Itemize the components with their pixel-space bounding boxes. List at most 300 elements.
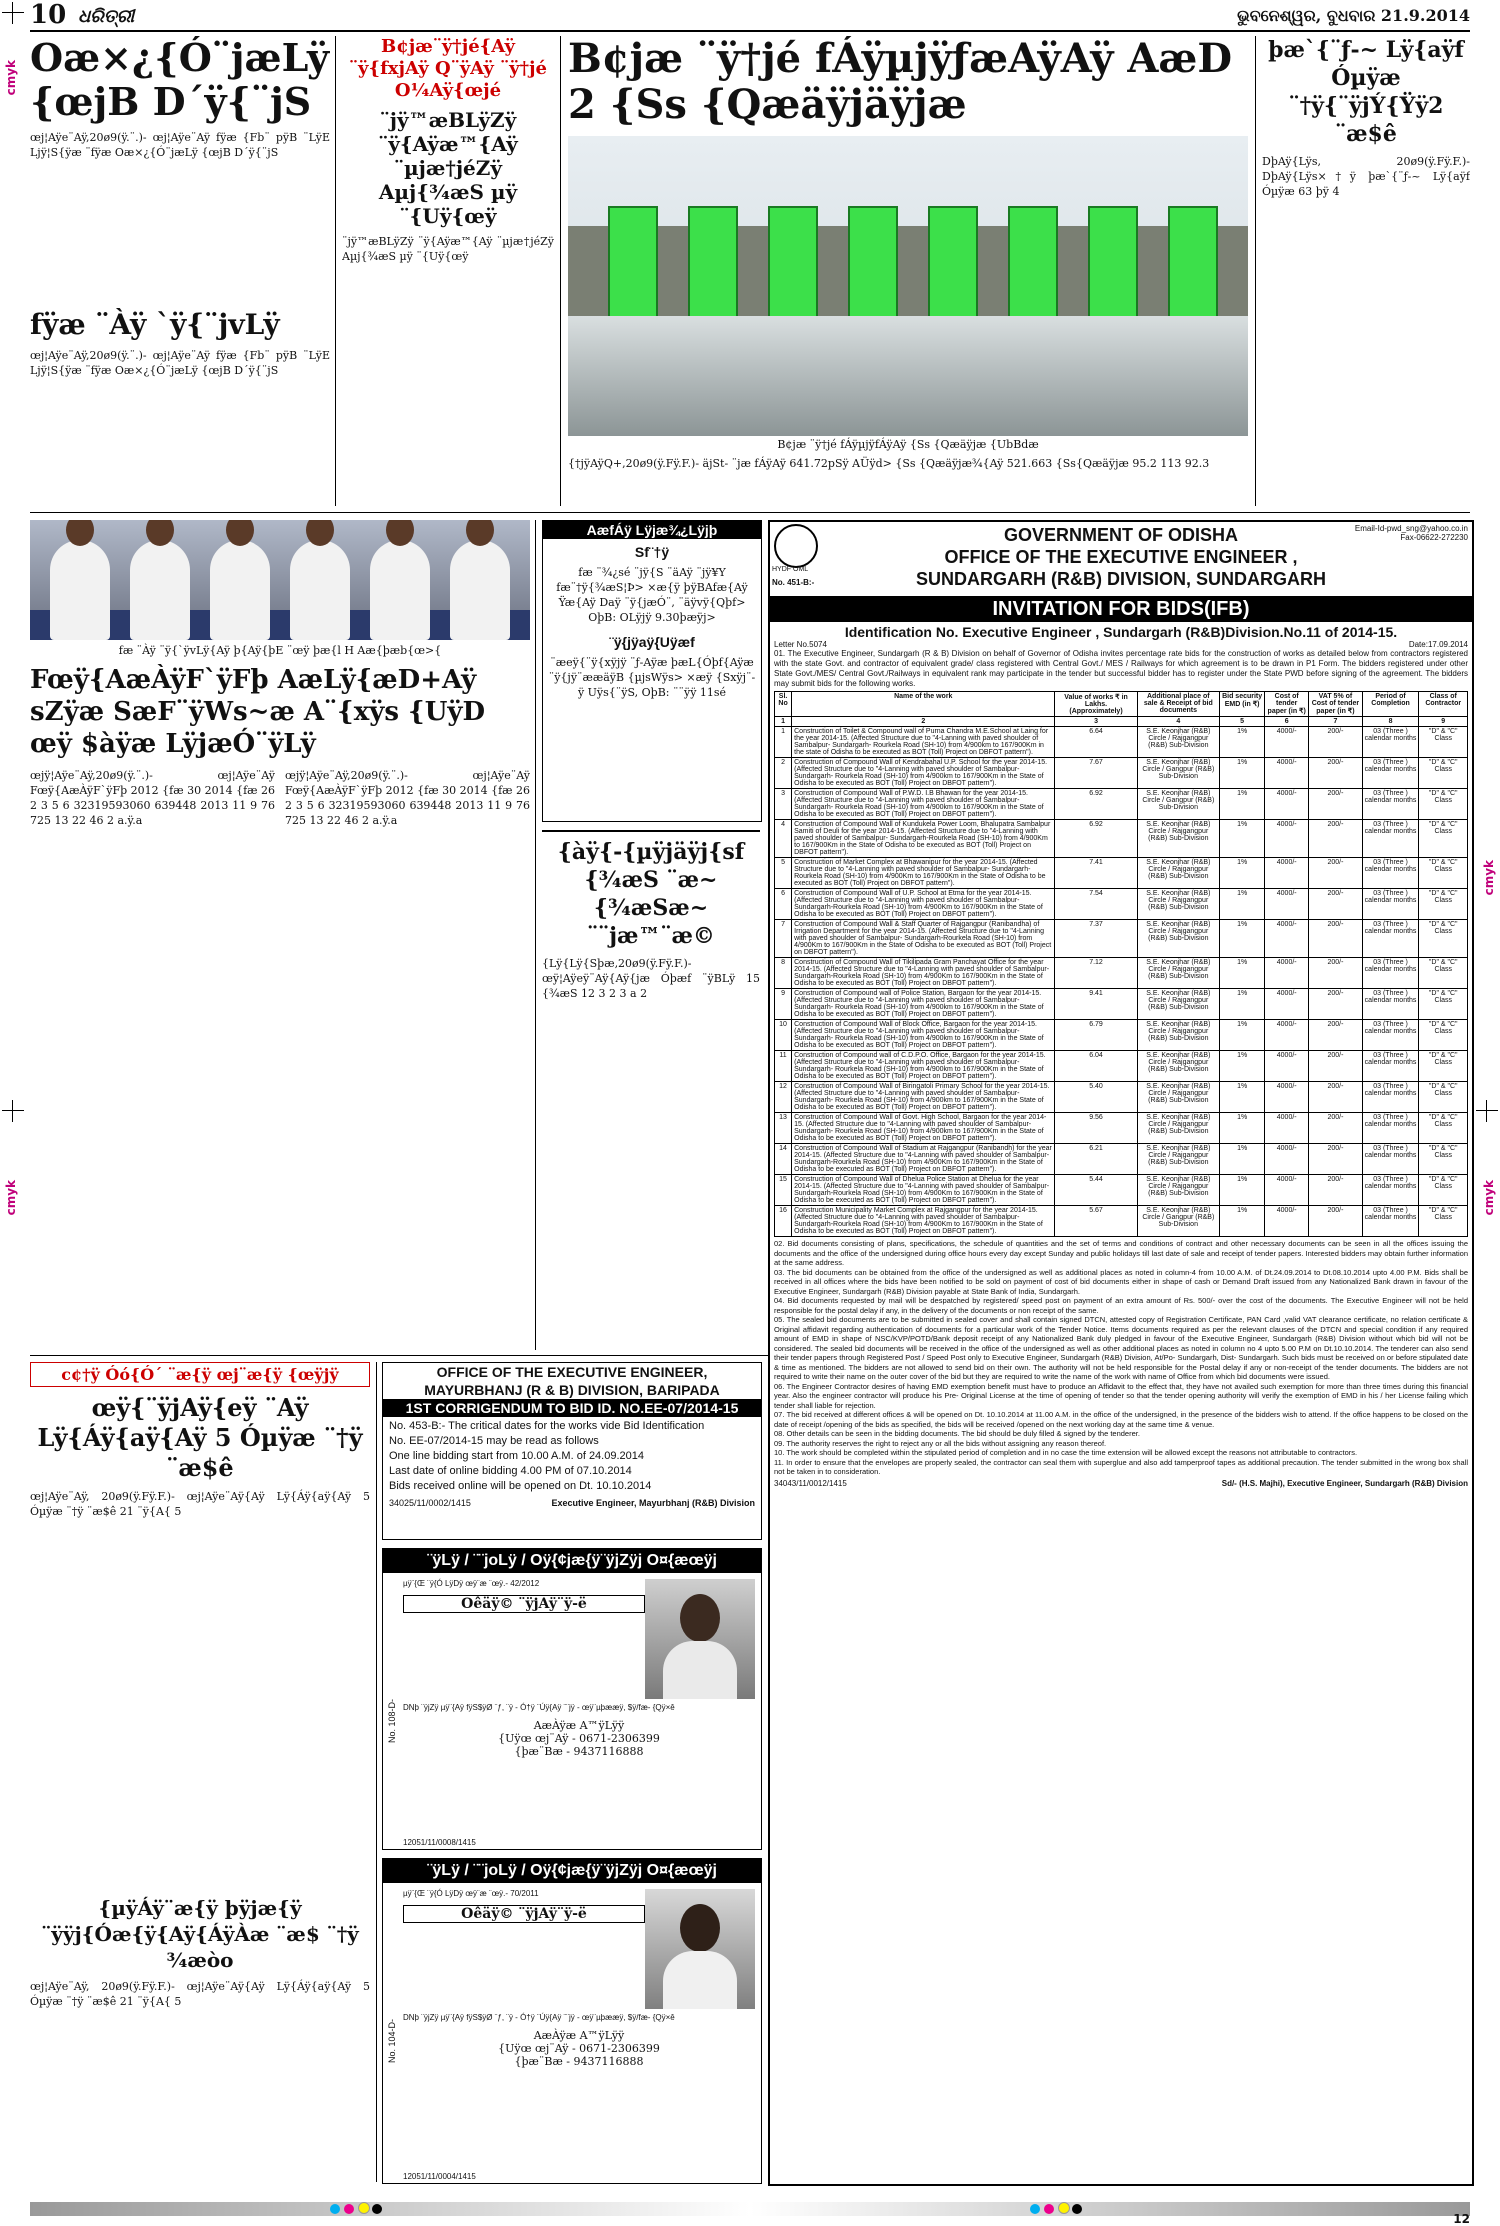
crop-mark xyxy=(2,1100,24,1122)
column-rule xyxy=(1255,36,1256,506)
tender-column-header: Value of works ₹ in Lakhs. (Approximately) xyxy=(1055,692,1137,717)
tender-cell-work: Construction of Compound Wall of Kendrabahal U.P. School for the year 2014-15. (Affected Structure due to "4-Lanning with paved shoulder of Sambalpur- Sundargarh- Rourkela Road (SH-10) from 4/900km to 167/900Km in the State of Odisha to be executed as BOT (Toll) Project on DBFOT pattern"). xyxy=(792,758,1055,789)
tender-cell-cost: 4000/- xyxy=(1265,1051,1309,1082)
tender-cell-emd: 1% xyxy=(1220,989,1265,1020)
registration-dot xyxy=(1030,2204,1040,2214)
tender-cell-emd: 1% xyxy=(1220,1082,1265,1113)
tender-cell-work: Construction of Compound Wall of Stadium at Rajgangpur (Ranibandh) for the year 2014-15. (Affected Structure due to "4-Lanning with paved shoulder of Sambalpur- Sundargarh-Rourkela Road (SH-10) from 4/900Km to 167/900Km in the State of Odisha to be executed as BOT (Toll) Project on DBFOT pattern"). xyxy=(792,1144,1055,1175)
tender-cell-work: Construction of Market Complex at Bhawanipur for the year 2014-15. (Affected Structure due to "4-Lanning with paved shoulder of Sambalpur- Sundargarh-Rourkela Road (SH-10) from 4/900Km to 167/900Km in the State of Odisha to be executed as BOT (Toll) Project on DBFOT pattern"). xyxy=(792,858,1055,889)
tender-condition: 02. Bid documents consisting of plans, specifications, the schedule of quantities and the set of terms and conditions of contract and other necessary documents can be seen in all the offices issuing the documents and the office of the undersigned during office hours every day except Sunday and public holidays till last date of sale and receipt of tender papers. Interested bidders may obtain further information at the same address. xyxy=(774,1239,1468,1267)
tender-column-number: 5 xyxy=(1220,717,1265,727)
tender-column-number: 2 xyxy=(792,717,1055,727)
tender-condition: 10. The work should be completed within the stipulated period of completion and in no case the time extension will be allowed except the reasons not attributable to contractors. xyxy=(774,1448,1358,1457)
lead-body: œj¦Aÿe¨Aÿ,20ø9(ÿ.¨.)- œj¦Aÿe¨Aÿ fÿæ {Fb¨ pÿB ¨LÿE Ljÿ¦S{ÿæ ¨fÿæ Oæ×¿{Ó¨jæLÿ {œjB D´ÿ{¨jS xyxy=(30,131,330,159)
corrigendum-sign: Executive Engineer, Mayurbhanj (R&B) Division xyxy=(551,1498,755,1508)
tender-cell-cost: 4000/- xyxy=(1265,1020,1309,1051)
tender-cell-cost: 4000/- xyxy=(1265,1113,1309,1144)
tender-cell-sl: 8 xyxy=(775,958,792,989)
tender-cell-place: S.E. Keonjhar (R&B) Circle / Rajgangpur (R&B) Sub-Division xyxy=(1137,820,1219,858)
tender-cell-class: "D" & "C" Class xyxy=(1419,727,1468,758)
tender-cell-vat: 200/- xyxy=(1309,1175,1362,1206)
tender-cell-sl: 4 xyxy=(775,820,792,858)
tender-cell-work: Construction of Compound Wall & Staff Quarter of Rajgangpur (Ranibandha) of Irrigation Department for the year 2014-15. (Affected Structure due to "4-Lanning with paved shoulder of Sambalpur- Sundargarh-Rourkela Road (SH-10) from 4/900Km to 167/900Km in the State of Odisha to be executed as BOT (Toll) Project on DBFOT pattern"). xyxy=(792,920,1055,958)
missing-side: No. 108-D- xyxy=(387,1699,397,1744)
tender-cell-sl: 1 xyxy=(775,727,792,758)
tender-cell-value: 7.67 xyxy=(1055,758,1137,789)
tender-condition: 11. In order to ensure that the envelopes are properly sealed, the contractor can seal them with superglue and also add tamperproof tapes as additional precaution. The tender submitted in the wrong box shall not be taken in to consideration. xyxy=(774,1457,1468,1476)
tender-table xyxy=(774,691,1468,1237)
missing-ref: 12051/11/0004/1415 xyxy=(403,2172,476,2181)
tender-cell-value: 6.79 xyxy=(1055,1020,1137,1051)
corrigendum-ref: 34025/11/0002/1415 xyxy=(389,1498,471,1508)
missing-phone: {þæ¨Bæ - 9437116888 xyxy=(514,2055,644,2068)
tender-cell-sl: 11 xyxy=(775,1051,792,1082)
health-headline: œÿ{¨ÿjAÿ{eÿ ¨Aÿ Lÿ{Áÿ{aÿ{Aÿ 5 Óµÿæ ¨†ÿ ¨æ$ê xyxy=(37,1393,363,1482)
tender-cell-class: "D" & "C" Class xyxy=(1419,958,1468,989)
tender-cell-value: 7.41 xyxy=(1055,858,1137,889)
tender-column-header: Class of Contractor xyxy=(1419,692,1468,717)
tender-cell-place: S.E. Keonjhar (R&B) Circle / Rajgangpur (R&B) Sub-Division xyxy=(1137,920,1219,958)
column-rule xyxy=(560,36,561,506)
health-story xyxy=(30,1362,370,2182)
tender-cell-value: 7.54 xyxy=(1055,889,1137,920)
tender-column-number: 4 xyxy=(1137,717,1219,727)
tender-cell-sl: 5 xyxy=(775,858,792,889)
tender-cell-vat: 200/- xyxy=(1309,920,1362,958)
tender-cell-cost: 4000/- xyxy=(1265,1144,1309,1175)
tender-cell-sl: 2 xyxy=(775,758,792,789)
tender-condition: 05. The sealed bid documents are to be submitted in sealed cover and shall contain signed DTCN, attested copy of Registration Certificate, PAN Card ,valid VAT clearance certificate, no relation certificate & Original affidavit regarding authentication of documents for a particular work of the Tender Notice. Items documents required as per the relevant clauses of the DTCN and special condition if any required amount of EMD in shape of NSC/KVP/POTD/Bank deposit receipt of any Nationalized Bank duly pledged in favour of the Executive Engineer, Sundargarh (R&B) Division without which bid will not be considered. The sealed bid documents will be received in the office of the undersigned as well as other additional places as noted in column no 4 upto 5.00 P.M on Dt.10.10.2014. The tenderer can also send their tender papers through Registered Post / Speed Post only to Executive Engineer, Sundargarh (R&B) Division, At/Po- Sundargarh, Dist- Sundargarh. Such bids must be received on or before stipulated date & time as mentioned. The bidders are not allowed to send bid on their own. The authority will not be held responsible for the Postal delay if any or non-receipt of the tender documents. The bidders are not required to write their name on the outer cover of the bid but they are required to write the name of the work with name of Office from which bid documents were issued. xyxy=(774,1315,1468,1381)
table-row xyxy=(775,1051,1468,1082)
meeting-caption: fæ ¨Àÿ ¨ÿ{`ÿvLÿ{Aÿ þ{Aÿ{þE ¨œÿ þæ{l H Aæ{þæb{œ>{ xyxy=(118,644,442,657)
red-body: ¨jÿ™æBLÿZÿ ¨ÿ{Aÿæ™{Aÿ ¨µjæ†jéZÿ Aµj{¾æS µÿ ¨{Uÿ{œÿ xyxy=(342,235,554,263)
tender-cell-emd: 1% xyxy=(1220,1051,1265,1082)
lead-story xyxy=(30,36,330,506)
tender-cell-emd: 1% xyxy=(1220,1113,1265,1144)
crop-mark xyxy=(2,2,24,24)
tender-cell-cost: 4000/- xyxy=(1265,1175,1309,1206)
tender-cell-cost: 4000/- xyxy=(1265,820,1309,858)
tender-notice xyxy=(768,520,1474,2186)
tender-cell-class: "D" & "C" Class xyxy=(1419,858,1468,889)
tender-cell-vat: 200/- xyxy=(1309,820,1362,858)
table-row xyxy=(775,1082,1468,1113)
tender-cell-sl: 10 xyxy=(775,1020,792,1051)
education-headline: Fœÿ{AæÀÿF`ÿFþ AæLÿ{æD+Aÿ sZÿæ SæF¨ÿWs~æ A¨{xÿs {UÿD œÿ $àÿæ LÿjæÓ¨ÿLÿ xyxy=(30,665,486,759)
tender-cell-period: 03 (Three ) calendar months xyxy=(1362,1206,1419,1237)
tender-cell-class: "D" & "C" Class xyxy=(1419,989,1468,1020)
tender-cell-place: S.E. Keonjhar (R&B) Circle / Rajgangpur (R&B) Sub-Division xyxy=(1137,1175,1219,1206)
tender-cell-class: "D" & "C" Class xyxy=(1419,1113,1468,1144)
tender-cell-class: "D" & "C" Class xyxy=(1419,1051,1468,1082)
tender-cell-class: "D" & "C" Class xyxy=(1419,1144,1468,1175)
missing-notice-1 xyxy=(382,1548,762,1850)
corrigendum-line: No. EE-07/2014-15 may be read as follows xyxy=(389,1435,599,1447)
table-row xyxy=(775,1113,1468,1144)
tender-cell-emd: 1% xyxy=(1220,1144,1265,1175)
corrigendum-title-1: OFFICE OF THE EXECUTIVE ENGINEER, xyxy=(436,1364,708,1380)
tender-cell-sl: 7 xyxy=(775,920,792,958)
tender-cell-class: "D" & "C" Class xyxy=(1419,1082,1468,1113)
color-mark: cmyk xyxy=(1482,860,1496,896)
tender-cell-place: S.E. Keonjhar (R&B) Circle / Rajgangpur (R&B) Sub-Division xyxy=(1137,1144,1219,1175)
table-row xyxy=(775,889,1468,920)
tender-cell-cost: 4000/- xyxy=(1265,727,1309,758)
tender-cell-work: Construction of Compound Wall of Govt. High School, Bargaon for the year 2014-15. (Affected Structure due to "4-Lanning with paved shoulder of Sambalpur- Sundargarh- Rourkela Road (SH-10) from 4/900km to 167/900Km in the State of Odisha to be executed as BOT (Toll) Project on DBFOT pattern"). xyxy=(792,1113,1055,1144)
event-box xyxy=(542,520,762,822)
dam-caption: B¢jæ ¨ÿ†jé fÁÿµjÿfÁÿAÿ {Ss {Qæäÿjæ {UbBdæ xyxy=(777,438,1039,451)
missing-case: µÿ¨{Œ ¨ÿ{Ó LÿDÿ œÿ¨æ ¨œÿ.- 42/2012 xyxy=(403,1579,540,1588)
tender-cell-work: Construction Municipality Market Complex at Rajgangpur for the year 2014-15. (Affected Structure due to "4-Lanning with paved shoulder of Sambalpur- Sundargarh-Rourkela Road (SH-10) from 4/900Km to 167/900Km in the State of Odisha to be executed as BOT (Toll) Project on DBFOT pattern"). xyxy=(792,1206,1055,1237)
govt-headline: {àÿ{-{µÿjäÿj{sf {¾æS ¨æ~ {¾æSæ~ ¨¨jæ™¨æ© xyxy=(557,839,745,949)
tender-no: No. 451-B:- xyxy=(772,578,815,587)
tender-column-header: Name of the work xyxy=(792,692,1055,717)
tender-cell-sl: 12 xyxy=(775,1082,792,1113)
tender-cell-place: S.E. Keonjhar (R&B) Circle / Rajgangpur (R&B) Sub-Division xyxy=(1137,727,1219,758)
tender-cell-emd: 1% xyxy=(1220,727,1265,758)
tender-cell-vat: 200/- xyxy=(1309,858,1362,889)
tender-cell-period: 03 (Three ) calendar months xyxy=(1362,920,1419,958)
table-row xyxy=(775,789,1468,820)
tender-cell-vat: 200/- xyxy=(1309,1144,1362,1175)
registration-dot xyxy=(1044,2204,1054,2214)
table-row xyxy=(775,1144,1468,1175)
tender-cell-place: S.E. Keonjhar (R&B) Circle / Gangpur (R&B) Sub-Division xyxy=(1137,758,1219,789)
tender-cell-cost: 4000/- xyxy=(1265,958,1309,989)
tender-office: OFFICE OF THE EXECUTIVE ENGINEER , xyxy=(944,547,1298,567)
tender-cell-work: Construction of Compound Wall of P.W.D. I.B Bhawan for the year 2014-15. (Affected Structure due to "4-Lanning with paved shoulder of Sambalpur- Sundargarh- Rourkela Road (SH-10) from 4/900km to 167/900Km in the State of Odisha to be executed as BOT (Toll) Project on DBFOT pattern"). xyxy=(792,789,1055,820)
tender-cell-vat: 200/- xyxy=(1309,789,1362,820)
tender-column-header: Period of Completion xyxy=(1362,692,1419,717)
corrigendum-banner: 1ST CORRIGENDUM TO BID ID. NO.EE-07/2014-15 xyxy=(383,1399,761,1417)
corrigendum-line: No. 453-B:- The critical dates for the works vide Bid Identification xyxy=(389,1420,705,1432)
tender-column-number: 3 xyxy=(1055,717,1137,727)
tender-cell-sl: 13 xyxy=(775,1113,792,1144)
odisha-emblem xyxy=(774,524,818,568)
tender-cell-sl: 9 xyxy=(775,989,792,1020)
tender-cell-class: "D" & "C" Class xyxy=(1419,920,1468,958)
tender-cell-period: 03 (Three ) calendar months xyxy=(1362,958,1419,989)
tender-ref: 34043/11/0012/1415 xyxy=(774,1478,847,1488)
tender-condition: 06. The Engineer Contractor desires of having EMD exemption benefit must have to produce an Affidavit to the effect that, they have not availed such exemption for more than three times during this financial year. Also the engineer contractor will produce his Pre- Original License at the time of opening of tender so that the tender opening authority will verify the exemption of EMD in his / her License failing which tender shall liable for rejection. xyxy=(774,1381,1468,1410)
education-body-2: œjÿ¦Aÿe¨Aÿ,20ø9(ÿ.¨.)- œj¦Aÿe¨Aÿ Fœÿ{AæÀÿF`ÿFþ 2012 {fæ 30 2014 {fæ 26 2 3 5 6 32319593060 639448 2013 11 9 76 725 13 22 46 2 a.ÿ.a xyxy=(285,769,530,827)
missing-title: ¨ÿLÿ / ¨¨joLÿ / Oÿ{¢jæ{ÿ¨ÿjZÿj O¤{æœÿj xyxy=(383,1549,761,1573)
tender-cell-work: Construction of Toilet & Compound wall of Purna Chandra M.E.School at Laing for the year 2014-15. (Affected Structure due to "4-Lanning with paved shoulder of Sambalpur- Sundargarh- Rourkela Road (SH-10) from 4/900km to 167/900Km in the state of Odisha to be executed as BOT (Toll) Project on DBFOT pattern"). xyxy=(792,727,1055,758)
right-story xyxy=(1262,36,1470,506)
health-body-2: œj¦Aÿe¨Aÿ, 20ø9(ÿ.Fÿ.F.)- œj¦Aÿe¨Aÿ{Aÿ Lÿ{Áÿ{aÿ{Aÿ 5 Óµÿæ ¨†ÿ ¨æ$ê 21 ¨ÿ{A{ 5 xyxy=(30,1980,370,2008)
registration-dot xyxy=(358,2202,370,2214)
tender-column-number: 8 xyxy=(1362,717,1419,727)
tender-cell-work: Construction of Compound wall of Police Station, Bargaon for the year 2014-15. (Affected Structure due to "4-Lanning with paved shoulder of Sambalpur- Sundargarh- Rourkela Road (SH-10) from 4/900km to 167/900Km in the State of Odisha to be executed as BOT (Toll) Project on DBFOT pattern"). xyxy=(792,989,1055,1020)
tender-intro: 01. The Executive Engineer, Sundargarh (R & B) Division on behalf of Governor of Odisha invites percentage rate bids for the construction of works as detailed below from contractors registered with the state Govt. and contractor of equivalent grade/ class registered with Central Govt./ MES / Railways for which agreement is to be drawn in P1 Form. The bidders registered under other State Govt./MES/ Central Govt./Railways in equivalent rank may participate in the tender but successful bidder has to register under the State PWD before signing of the agreement. The bidders may submit bids for the following works. xyxy=(774,649,1468,688)
tender-cell-work: Construction of Compound Wall of Dhelua Police Station at Dhelua for the year 2014-15. (Affected Structure due to "4-Lanning with paved shoulder of Sambalpur- Sundargarh-Rourkela Road (SH-10) from 4/900Km to 167/900Km in the State of Odisha to be executed as BOT (Toll) Project on DBFOT pattern"). xyxy=(792,1175,1055,1206)
tender-cell-place: S.E. Keonjhar (R&B) Circle / Rajgangpur (R&B) Sub-Division xyxy=(1137,958,1219,989)
tender-cell-period: 03 (Three ) calendar months xyxy=(1362,1082,1419,1113)
tender-cell-period: 03 (Three ) calendar months xyxy=(1362,1051,1419,1082)
tender-column-number: 7 xyxy=(1309,717,1362,727)
tender-cell-period: 03 (Three ) calendar months xyxy=(1362,989,1419,1020)
tender-cell-vat: 200/- xyxy=(1309,1113,1362,1144)
missing-notice-2 xyxy=(382,1858,762,2184)
tender-column-number: 1 xyxy=(775,717,792,727)
tender-cell-emd: 1% xyxy=(1220,858,1265,889)
tender-cell-cost: 4000/- xyxy=(1265,920,1309,958)
tender-condition: 07. The bid received at different offices & will be opened on Dt. 10.10.2014 at 11.00 A.M. in the office of the undersigned, in the presence of the bidders wish to attend. If the office happens to be closed on the date of receipt /opening of the bids as specified, the bids will be received /opened on the next working day at the same time & venue. xyxy=(774,1410,1468,1429)
tender-cell-cost: 4000/- xyxy=(1265,858,1309,889)
tender-letter-no: Letter No.5074 xyxy=(774,640,827,649)
newspaper-page xyxy=(30,0,1470,2226)
tender-cell-period: 03 (Three ) calendar months xyxy=(1362,758,1419,789)
tender-cell-sl: 3 xyxy=(775,789,792,820)
missing-person-photo xyxy=(645,1579,755,1699)
tender-cell-place: S.E. Keonjhar (R&B) Circle / Rajgangpur (R&B) Sub-Division xyxy=(1137,1020,1219,1051)
tender-cell-vat: 200/- xyxy=(1309,727,1362,758)
tender-cell-work: Construction of Compound Wall of Kundukela Power Loom, Bhalupatra Sambalpur Samiti of Deuli for the year 2014-15. (Affected Structure due to "4-Lanning with paved shoulder of Sambalpur- Sundargarh-Rourkela Road (SH-10) from 4/900Km to 167/900Km in the State of Odisha to be executed as BOT (Toll) Project on DBFOT pattern"). xyxy=(792,820,1055,858)
red-headline: B¢jæ¨ÿ†jé{Aÿ ¨ÿ{fxjAÿ Q¨ÿAÿ ¨ÿ†jé O¼Aÿ{œjé xyxy=(349,36,547,101)
health-body: œj¦Aÿe¨Aÿ, 20ø9(ÿ.Fÿ.F.)- œj¦Aÿe¨Aÿ{Aÿ Lÿ{Áÿ{aÿ{Aÿ 5 Óµÿæ ¨†ÿ ¨æ$ê 21 ¨ÿ{A{ 5 xyxy=(30,1490,370,1518)
tender-cell-work: Construction of Compound wall of C.D.P.O. Office, Bargaon for the year 2014-15. (Affected Structure due to "4-Lanning with paved shoulder of Sambalpur- Sundargarh- Rourkela Road (SH-10) from 4/900km to 167/900Km in the State of Odisha to be executed as BOT (Toll) Project on DBFOT pattern"). xyxy=(792,1051,1055,1082)
tender-cell-class: "D" & "C" Class xyxy=(1419,1206,1468,1237)
tender-cell-sl: 16 xyxy=(775,1206,792,1237)
tender-logo-text: HYDF OML xyxy=(772,566,809,573)
tender-cell-value: 7.37 xyxy=(1055,920,1137,958)
tender-cell-emd: 1% xyxy=(1220,1206,1265,1237)
table-row xyxy=(775,958,1468,989)
event-title: AæfÁÿ Lÿjæ¾¿Lÿjþ xyxy=(543,521,761,539)
missing-ref: 12051/11/0008/1415 xyxy=(403,1838,476,1847)
tender-cell-cost: 4000/- xyxy=(1265,889,1309,920)
event-body: fæ ¨¾¿sé ¨jÿ{S ¨äAÿ ¨jÿ¥Y fæ¨†ÿ{¾æS¦Þ> ×æ{ÿ þÿBAfæ{Aÿ Ÿæ{Aÿ Daÿ ¨ÿ{jæÓ¨, ¨äÿvÿ{Qþf> OþB: OLÿjÿ 9.30þæÿj> xyxy=(556,566,748,624)
tender-cell-class: "D" & "C" Class xyxy=(1419,1175,1468,1206)
footer-bar xyxy=(30,2202,1470,2216)
health-banner: c¢†ÿ Óó{Ó´ ¨æ{ÿ œj¨æ{ÿ {œÿjÿ xyxy=(30,1362,370,1387)
tender-cell-emd: 1% xyxy=(1220,1020,1265,1051)
red-story xyxy=(342,36,554,506)
tender-cell-vat: 200/- xyxy=(1309,1051,1362,1082)
crop-mark xyxy=(1476,1100,1498,1122)
missing-phone: {Uÿœ œj¨Aÿ - 0671-2306399 xyxy=(498,1732,660,1745)
tender-cell-vat: 200/- xyxy=(1309,758,1362,789)
table-row xyxy=(775,858,1468,889)
row-rule xyxy=(30,1355,770,1356)
color-mark: cmyk xyxy=(4,1180,18,1216)
red-subhead: ¨jÿ™æBLÿZÿ ¨ÿ{Aÿæ™{Aÿ ¨µjæ†jéZÿ Aµj{¾æS µÿ ¨{Uÿ{œÿ xyxy=(378,108,518,228)
corrigendum-line: Bids received online will be opened on Dt. 10.10.2014 xyxy=(389,1480,652,1492)
tender-identification: Identification No. Executive Engineer , Sundargarh (R&B)Division.No.11 of 2014-15. xyxy=(844,624,1398,640)
column-rule xyxy=(335,36,336,506)
tender-cell-value: 6.64 xyxy=(1055,727,1137,758)
tender-cell-value: 6.04 xyxy=(1055,1051,1137,1082)
event-note: ¨ÿ{jÿaÿ{Uÿæf xyxy=(609,634,695,650)
missing-phone: {þæ¨Bæ - 9437116888 xyxy=(514,1745,644,1758)
tender-cell-place: S.E. Keonjhar (R&B) Circle / Gangpur (R&B) Sub-Division xyxy=(1137,1206,1219,1237)
lead-headline: Oæ×¿{Ó¨jæLÿ {œjB D´ÿ{¨jS xyxy=(30,36,330,124)
tender-cell-work: Construction of Compound Wall of Block Office, Bargaon for the year 2014-15. (Affected Structure due to "4-Lanning with paved shoulder of Sambalpur- Sundargarh- Rourkela Road (SH-10) from 4/900km to 167/900Km in the State of Odisha to be executed as BOT (Toll) Project on DBFOT pattern"). xyxy=(792,1020,1055,1051)
corrigendum-title-2: MAYURBHANJ (R & B) DIVISION, BARIPADA xyxy=(424,1382,720,1398)
color-mark: cmyk xyxy=(4,60,18,96)
tender-cell-emd: 1% xyxy=(1220,758,1265,789)
tender-cell-class: "D" & "C" Class xyxy=(1419,889,1468,920)
tender-cell-period: 03 (Three ) calendar months xyxy=(1362,858,1419,889)
missing-signer: AæÀÿæ A™ÿLÿÿ xyxy=(533,1719,625,1732)
tender-cell-place: S.E. Keonjhar (R&B) Circle / Rajgangpur (R&B) Sub-Division xyxy=(1137,1113,1219,1144)
missing-person-photo xyxy=(645,1889,755,2009)
tender-cell-class: "D" & "C" Class xyxy=(1419,820,1468,858)
tender-cell-value: 6.21 xyxy=(1055,1144,1137,1175)
tender-cell-cost: 4000/- xyxy=(1265,758,1309,789)
dam-headline: B¢jæ ¨ÿ†jé fÁÿµjÿƒæAÿAÿ AæD 2 {Ss {Qæäÿjäÿjæ xyxy=(568,36,1233,128)
tender-column-header: Bid security EMD (in ₹) xyxy=(1220,692,1265,717)
tender-cell-cost: 4000/- xyxy=(1265,1206,1309,1237)
tender-condition: 03. The bid documents can be obtained from the office of the undersigned as well as additional places as noted in column-4 from 10.00 A.M. of Dt.24.09.2014 to Dt.08.10.2014 upto 4.00 P.M. Bids shall be received in all offices where the bids have been notified to be sold on payment of cost of bid documents either in shape of cash or Demand Draft issued from any Nationalized Bank drawn in favour of the Executive Engineer, Sundargarh (R&B) Division payable at State Bank of India, Sundargarh. xyxy=(774,1267,1468,1296)
tender-cell-emd: 1% xyxy=(1220,920,1265,958)
tender-cell-place: S.E. Keonjhar (R&B) Circle / Rajgangpur (R&B) Sub-Division xyxy=(1137,1082,1219,1113)
tender-cell-vat: 200/- xyxy=(1309,989,1362,1020)
tender-cell-work: Construction of Compound Wall of U.P. School at Etma for the year 2014-15. (Affected Structure due to "4-Lanning with paved shoulder of Sambalpur- Sundargarh-Rourkela Road (SH-10) from 4/900Km to 167/900Km in the State of Odisha to be executed as BOT (Toll) Project on DBFOT pattern"). xyxy=(792,889,1055,920)
dam-story xyxy=(568,36,1248,506)
tender-date: Date:17.09.2014 xyxy=(1408,640,1468,649)
tender-cell-vat: 200/- xyxy=(1309,1082,1362,1113)
tender-cell-emd: 1% xyxy=(1220,789,1265,820)
tender-column-header: Cost of tender paper (in ₹) xyxy=(1265,692,1309,717)
right-body: DþAÿ{Lÿs, 20ø9(ÿ.Fÿ.F.)- DþAÿ{Lÿs×†ÿ þæ`{¨ƒ-~ Lÿ{aÿf Óµÿæ 63 þÿ 4 xyxy=(1262,155,1470,198)
tender-column-number: 6 xyxy=(1265,717,1309,727)
registration-dot xyxy=(344,2204,354,2214)
tender-cell-place: S.E. Keonjhar (R&B) Circle / Gangpur (R&B) Sub-Division xyxy=(1137,789,1219,820)
tender-cell-vat: 200/- xyxy=(1309,958,1362,989)
corrigendum-line: One line bidding start from 10.00 A.M. of 24.09.2014 xyxy=(389,1450,644,1462)
tender-cell-class: "D" & "C" Class xyxy=(1419,758,1468,789)
tender-cell-emd: 1% xyxy=(1220,1175,1265,1206)
tender-cell-emd: 1% xyxy=(1220,958,1265,989)
table-row xyxy=(775,820,1468,858)
event-footer: ¨æeÿ{¨ÿ{xÿjÿ ¨ƒ-Aÿæ þæL{Óþf{Aÿæ ¨ÿ{jÿ¨ææäÿB {µjsWÿs> ×æÿ {Sxÿj¨-ÿ Uÿs{¨ÿS, OþB: ¨¨ÿÿ 11sé xyxy=(548,656,756,699)
column-rule xyxy=(535,520,536,1350)
color-mark: cmyk xyxy=(1482,1180,1496,1216)
tender-cell-sl: 6 xyxy=(775,889,792,920)
govt-body: {Lÿ{Lÿ{Sþæ,20ø9(ÿ.Fÿ.F.)- œÿ¦Aÿeÿ¨Aÿ{Aÿ{jæ Óþæf ¨ÿBLÿ 15 {¾æS 12 3 2 3 a 2 xyxy=(542,957,760,1000)
tender-cell-value: 9.56 xyxy=(1055,1113,1137,1144)
tender-sign: Sd/- (H.S. Majhi), Executive Engineer, Sundargarh (R&B) Division xyxy=(1221,1478,1468,1488)
missing-label: Oêäÿ© ¨ÿjAÿ¨ÿ-ë xyxy=(403,1595,645,1613)
missing-phone: {Uÿœ œj¨Aÿ - 0671-2306399 xyxy=(498,2042,660,2055)
tender-cell-work: Construction of Compound Wall of Biringatoli Primary School for the year 2014-15. (Affected Structure due to "4-Lanning with paved shoulder of Sambalpur- Sundargarh- Rourkela Road (SH-10) from 4/900km to 167/900Km in the State of Odisha to be executed as BOT (Toll) Project on DBFOT pattern"). xyxy=(792,1082,1055,1113)
corrigendum-line: Last date of online bidding 4.00 PM of 07.10.2014 xyxy=(389,1465,632,1477)
tender-cell-vat: 200/- xyxy=(1309,889,1362,920)
meeting-photo xyxy=(30,520,530,640)
row-rule xyxy=(30,512,1470,513)
column-rule xyxy=(376,1362,377,2182)
registration-dot xyxy=(1058,2202,1070,2214)
tender-cell-emd: 1% xyxy=(1220,889,1265,920)
missing-signer: AæÀÿæ A™ÿLÿÿ xyxy=(533,2029,625,2042)
education-story xyxy=(30,664,530,1344)
paper-name: ଧରିତ୍ରୀ xyxy=(78,6,135,27)
tender-cell-cost: 4000/- xyxy=(1265,789,1309,820)
registration-dot xyxy=(1072,2204,1082,2214)
tender-cell-value: 5.67 xyxy=(1055,1206,1137,1237)
tender-cell-class: "D" & "C" Class xyxy=(1419,1020,1468,1051)
corrigendum-box xyxy=(382,1362,762,1540)
tender-cell-vat: 200/- xyxy=(1309,1206,1362,1237)
tender-cell-value: 6.92 xyxy=(1055,820,1137,858)
tender-cell-place: S.E. Keonjhar (R&B) Circle / Rajgangpur (R&B) Sub-Division xyxy=(1137,858,1219,889)
tender-cell-cost: 4000/- xyxy=(1265,1082,1309,1113)
tender-cell-vat: 200/- xyxy=(1309,1020,1362,1051)
tender-column-header: Additional place of sale & Receipt of bid documents xyxy=(1137,692,1219,717)
footer-page-number: 12 xyxy=(1453,2212,1470,2226)
tender-cell-place: S.E. Keonjhar (R&B) Circle / Rajgangpur (R&B) Sub-Division xyxy=(1137,889,1219,920)
tender-gov: GOVERNMENT OF ODISHA xyxy=(1003,525,1238,545)
health-subhead: {µÿÁÿ¨æ{ÿ þÿjæ{ÿ ¨ÿÿj{Óæ{ÿ{Aÿ{ÁÿÀæ ¨æ$ ¨†ÿ ¾æòo xyxy=(41,1896,359,1972)
tender-cell-period: 03 (Three ) calendar months xyxy=(1362,1175,1419,1206)
table-row xyxy=(775,1175,1468,1206)
masthead-bar xyxy=(30,0,1470,32)
tender-conditions xyxy=(770,1239,1472,1477)
tender-column-number: 9 xyxy=(1419,717,1468,727)
govt-story xyxy=(542,830,760,1352)
tender-cell-work: Construction of Compound Wall of Tikilipada Gram Panchayat Office for the year 2014-15. (Affected Structure due to "4-Lanning with paved shoulder of Sambalpur- Sundargarh-Rourkela Road (SH-10) from 4/900Km to 167/900Km in the State of Odisha to be executed as BOT (Toll) Project on DBFOT pattern"). xyxy=(792,958,1055,989)
education-body: œjÿ¦Aÿe¨Aÿ,20ø9(ÿ.¨.)- œj¦Aÿe¨Aÿ Fœÿ{AæÀÿF`ÿFþ 2012 {fæ 30 2014 {fæ 26 2 3 5 6 32319593060 639448 2013 11 9 76 725 13 22 46 2 a.ÿ.a xyxy=(30,769,275,827)
table-row xyxy=(775,1206,1468,1237)
tender-cell-sl: 14 xyxy=(775,1144,792,1175)
tender-cell-period: 03 (Three ) calendar months xyxy=(1362,820,1419,858)
event-subtitle: Sf¨†ÿ xyxy=(634,544,670,560)
tender-cell-place: S.E. Keonjhar (R&B) Circle / Rajgangpur (R&B) Sub-Division xyxy=(1137,989,1219,1020)
tender-cell-value: 5.40 xyxy=(1055,1082,1137,1113)
registration-dot xyxy=(372,2204,382,2214)
tender-cell-period: 03 (Three ) calendar months xyxy=(1362,889,1419,920)
table-row xyxy=(775,920,1468,958)
tender-condition: 09. The authority reserves the right to reject any or all the bids without assigning any reason thereof. xyxy=(774,1438,1107,1448)
tender-division: SUNDARGARH (R&B) DIVISION, SUNDARGARH xyxy=(915,569,1326,589)
tender-condition: 04. Bid documents requested by mail will be despatched by registered/ speed post on payment of an extra amount of Rs. 500/- over the cost of the documents. The Executive Engineer will not be held responsible for the postal delay if any, in the delivery of the documents or non receipt of the same. xyxy=(774,1296,1468,1315)
table-row xyxy=(775,1020,1468,1051)
missing-label: Oêäÿ© ¨ÿjAÿ¨ÿ-ë xyxy=(403,1905,645,1923)
tender-cell-value: 7.12 xyxy=(1055,958,1137,989)
tender-banner: INVITATION FOR BIDS(IFB) xyxy=(770,596,1472,622)
lead-subhead: fÿæ ¨Àÿ `ÿ{¨jvLÿ xyxy=(30,308,280,341)
tender-cell-value: 5.44 xyxy=(1055,1175,1137,1206)
page-number: 10 xyxy=(30,0,67,30)
dateline: ଭୁବନେଶ୍ୱର, ବୁଧବାର 21.9.2014 xyxy=(1237,6,1470,25)
tender-cell-cost: 4000/- xyxy=(1265,989,1309,1020)
missing-body: DNþ ¨ÿjZÿ µÿ¨{Aÿ fÿS$ÿØ ¨ƒ, ¨ÿ - Ó†ÿ ¨Úÿ{Aÿ ¨¨jÿ - œÿ¨µþææÿ, $ÿ/fæ- {Qÿ×ê xyxy=(403,1703,675,1712)
missing-side: No. 104-D- xyxy=(387,2019,397,2064)
tender-cell-period: 03 (Three ) calendar months xyxy=(1362,1020,1419,1051)
tender-cell-sl: 15 xyxy=(775,1175,792,1206)
lead-body-2: œj¦Aÿe¨Aÿ,20ø9(ÿ.¨.)- œj¦Aÿe¨Aÿ fÿæ {Fb¨ pÿB ¨LÿE Ljÿ¦S{ÿæ ¨fÿæ Oæ×¿{Ó¨jæLÿ {œjB D´ÿ{¨jS xyxy=(30,349,330,377)
tender-cell-period: 03 (Three ) calendar months xyxy=(1362,1113,1419,1144)
right-headline: þæ`{¨ƒ-~ Lÿ{aÿf Óµÿæ ¨†ÿ{¨ÿjÝ{Ÿÿ2 ¨æ$ê xyxy=(1268,37,1464,147)
tender-cell-place: S.E. Keonjhar (R&B) Circle / Rajgangpur (R&B) Sub-Division xyxy=(1137,1051,1219,1082)
dam-body: {†jÿAÿQ+,20ø9(ÿ.Fÿ.F.)- äjSt- ¨jæ fÁÿAÿ 641.72pSÿ AÜÿd> {Ss {Qæäÿjæ¾{Aÿ 521.663 {Ss{Qæäÿjæ 95.2 113 92.3 xyxy=(568,457,1210,470)
tender-cell-period: 03 (Three ) calendar months xyxy=(1362,727,1419,758)
table-row xyxy=(775,758,1468,789)
tender-condition: 08. Other details can be seen in the bidding documents. The bid should be duly filled & signed by the tenderer. xyxy=(774,1429,1140,1438)
tender-column-header: Sl. No xyxy=(775,692,792,717)
tender-cell-value: 6.92 xyxy=(1055,789,1137,820)
tender-cell-value: 9.41 xyxy=(1055,989,1137,1020)
tender-cell-emd: 1% xyxy=(1220,820,1265,858)
registration-dot xyxy=(330,2204,340,2214)
missing-case: µÿ¨{Œ ¨ÿ{Ó LÿDÿ œÿ¨æ ¨œÿ.- 70/2011 xyxy=(403,1889,539,1898)
tender-cell-class: "D" & "C" Class xyxy=(1419,789,1468,820)
missing-title: ¨ÿLÿ / ¨¨joLÿ / Oÿ{¢jæ{ÿ¨ÿjZÿj O¤{æœÿj xyxy=(383,1859,761,1883)
missing-body: DNþ ¨ÿjZÿ µÿ¨{Aÿ fÿS$ÿØ ¨ƒ, ¨ÿ - Ó†ÿ ¨Úÿ{Aÿ ¨¨jÿ - œÿ¨µþææÿ, $ÿ/fæ- {Qÿ×ê xyxy=(403,2013,675,2022)
tender-fax: Fax-06622-272230 xyxy=(1400,533,1468,542)
dam-photo xyxy=(568,136,1248,436)
